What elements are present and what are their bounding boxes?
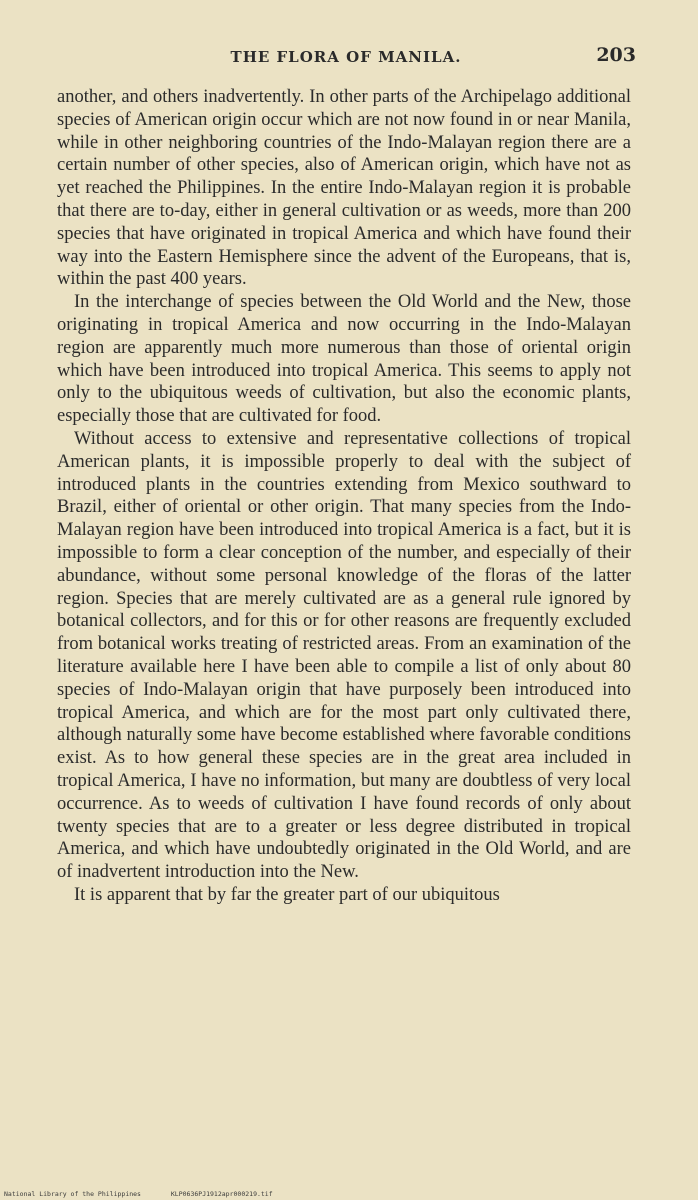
footer-file: KLP0636PJ1912apr000219.tif (170, 1190, 273, 1198)
paragraph-4: It is apparent that by far the greater part of our ubiquitous (74, 884, 500, 905)
body-text (57, 86, 631, 907)
paragraph-3: Without access to extensive and representative collections of tropical American plants, it is impossible properly to deal with the subject of introduced plants in the countries extending from Mexico southward to Brazil, either of oriental or other origin. That many species from the Indo-Malayan region have been introduced into tropical America is a fact, but it is impossible to form a clear conception of the number, and especially of their abundance, without some personal knowledge of the floras of the latter region. Species that are merely cultivated are as a general rule ignored by botanical collectors, and for this or for other reasons are frequently excluded from botanical works treating of restricted areas. From an examination of the literature available here I have been able to compile a list of only about 80 species of Indo-Malayan origin that have purposely been introduced into tropical America, and which are for the most part only cultivated there, although naturally some have become established where favorable conditions exist. As to how general these species are in the great area included in tropical America, I have no information, but many are doubtless of very local occurrence. As to weeds of cultivation I have found records of only about twenty species that are to a greater or less degree distributed in tropical America, and which have undoubtedly originated in the Old World, and are of inadvertent introduction into the New. (57, 428, 631, 883)
scan-footer (4, 1190, 299, 1198)
paragraph-1: another, and others inadvertently. In other parts of the Archipelago additional species of American origin occur which are not now found in or near Manila, while in other neighboring countries of the Indo-Malayan region there are a certain number of other species, also of American origin, which have not as yet reached the Philippines. In the entire Indo-Malayan region it is probable that there are to-day, either in general cultivation or as weeds, more than 200 species that have originated in tropical America and which have found their way into the Eastern Hemisphere since the advent of the Europeans, that is, within the past 400 years. (57, 87, 631, 290)
running-head: THE FLORA OF MANILA. (230, 48, 462, 66)
page-header (56, 44, 636, 74)
footer-library: National Library of the Philippines (4, 1190, 141, 1198)
paragraph-2: In the interchange of species between the Old World and the New, those originating in tropical America and now occurring in the Indo-Malayan region are apparently much more numerous than those of oriental origin which have been introduced into tropical America. This seems to apply not only to the ubiquitous weeds of cultivation, but also the economic plants, especially those that are cultivated for food. (57, 292, 631, 427)
page-number: 203 (596, 44, 636, 66)
